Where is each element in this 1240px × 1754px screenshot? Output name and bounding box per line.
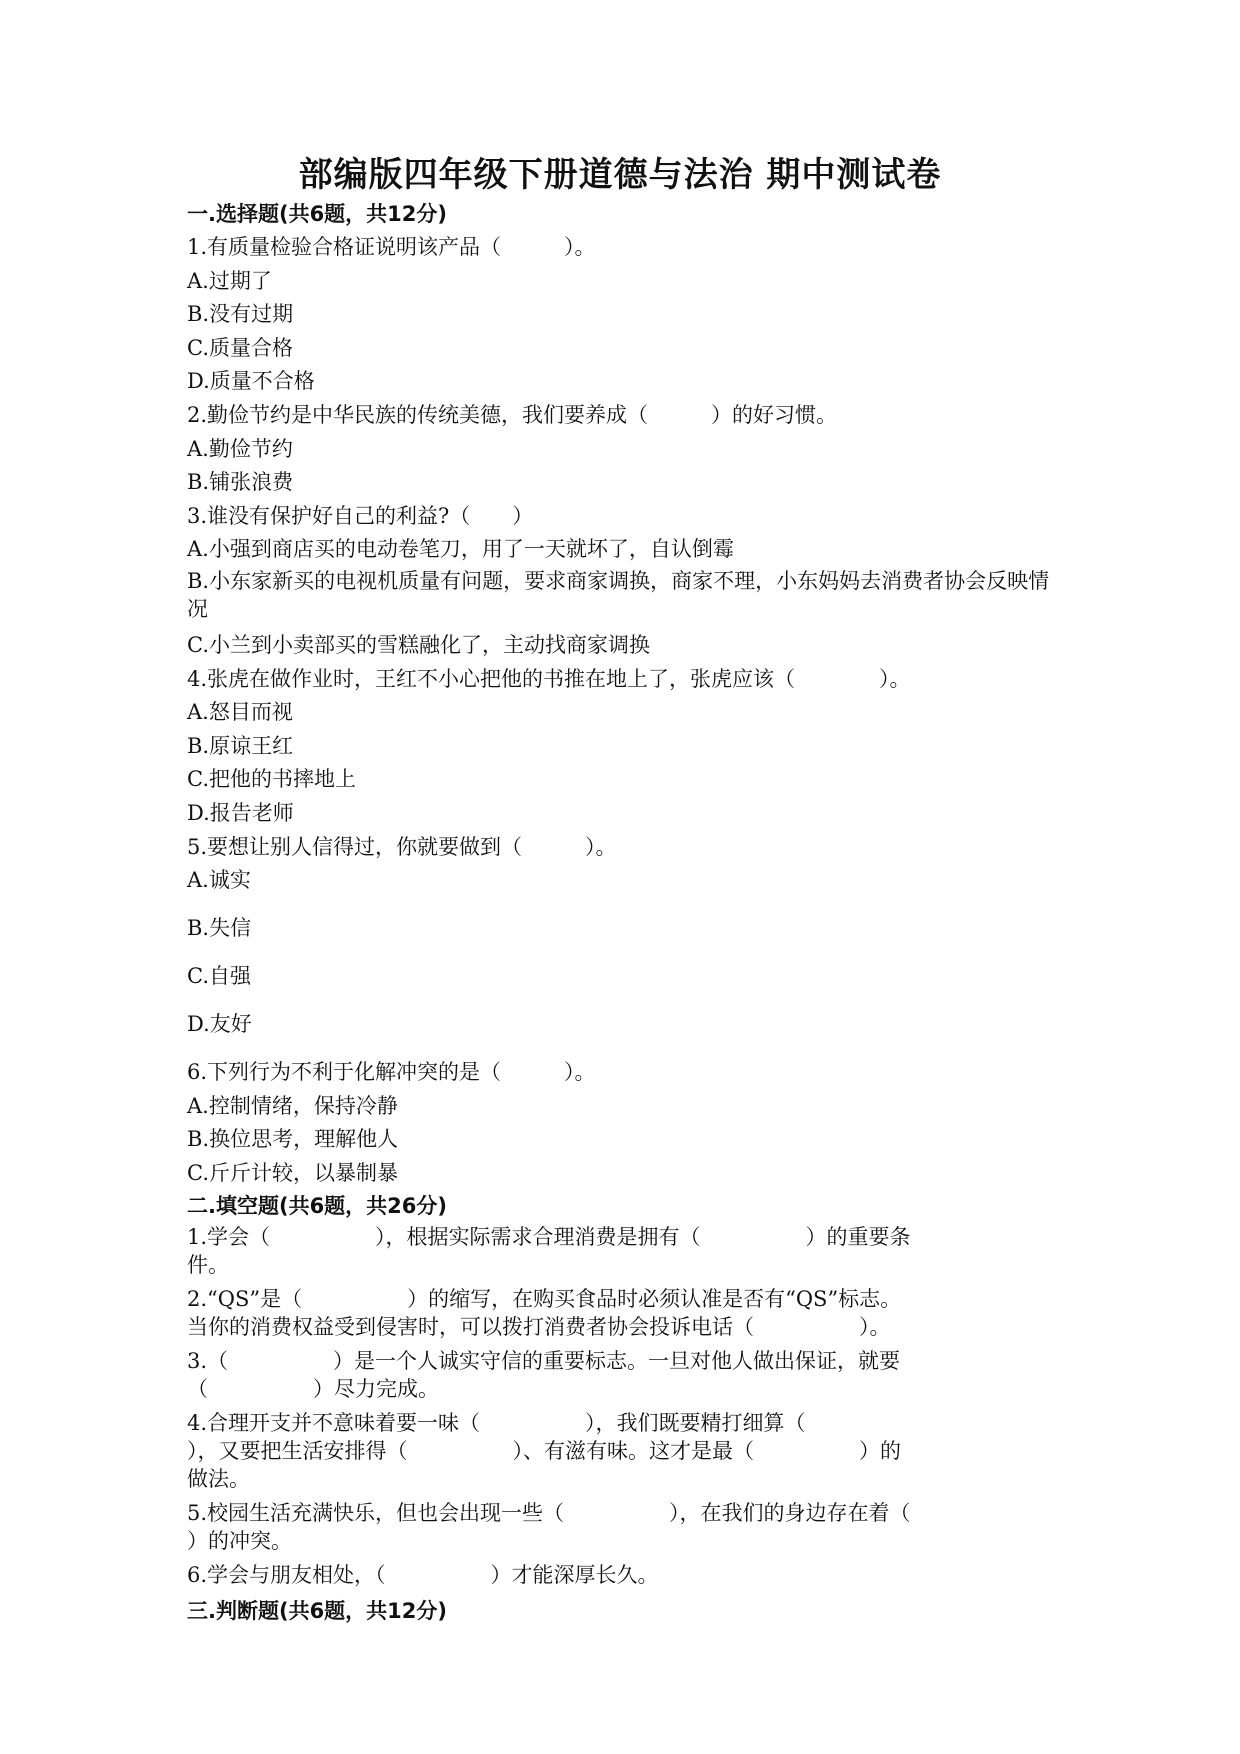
option-d: D.友好 [187,1012,252,1037]
fill-line: 做法。 [187,1467,250,1492]
fill-line: 当你的消费权益受到侵害时，可以拨打消费者协会投诉电话（ ）。 [187,1315,891,1340]
question-stem: 2.勤俭节约是中华民族的传统美德，我们要养成（ ）的好习惯。 [187,402,838,427]
fill-line: 件。 [187,1253,229,1278]
question-stem: 5.要想让别人信得过，你就要做到（ ）。 [187,834,617,859]
option-b: B.没有过期 [187,302,294,327]
fill-question-5 [187,1499,1057,1555]
fill-line: 4.合理开支并不意味着要一味（ ），我们既要精打细算（ [187,1411,806,1436]
option-b: B.铺张浪费 [187,470,294,495]
fill-line: ），又要把生活安排得（ ）、有滋有味。这才是最（ ）的 [187,1439,901,1464]
fill-line: 3.（ ）是一个人诚实守信的重要标志。一旦对他人做出保证，就要 [187,1349,901,1374]
fill-line: ）的冲突。 [187,1529,292,1554]
question-stem: 4.张虎在做作业时，王红不小心把他的书推在地上了，张虎应该（ ）。 [187,666,911,691]
option-b: B.失信 [187,916,252,941]
question-1 [187,231,1057,399]
section-heading-fill: 二.填空题(共6题，共26分) [187,1194,448,1219]
question-5 [187,831,1057,1057]
option-d: D.质量不合格 [187,369,315,394]
question-6 [187,1056,1057,1190]
fill-line: （ ）尽力完成。 [187,1377,439,1402]
section-heading-judge: 三.判断题(共6题，共12分) [187,1599,448,1624]
option-c: C.自强 [187,964,251,989]
fill-question-1 [187,1223,1057,1279]
option-c: C.把他的书摔地上 [187,767,356,792]
option-d: D.报告老师 [187,800,294,825]
option-a: A.勤俭节约 [187,436,293,461]
question-3 [187,500,1057,663]
page-title: 部编版四年级下册道德与法治 期中测试卷 [298,155,942,195]
fill-line: 2.“QS”是（ ）的缩写，在购买食品时必须认准是否有“QS”标志。 [187,1287,902,1312]
option-c: C.质量合格 [187,335,293,360]
question-stem: 6.下列行为不利于化解冲突的是（ ）。 [187,1060,596,1085]
option-a: A.控制情绪，保持冷静 [187,1093,398,1118]
question-2 [187,399,1057,500]
option-a: A.小强到商店买的电动卷笔刀，用了一天就坏了，自认倒霉 [187,537,734,562]
option-c: C.小兰到小卖部买的雪糕融化了，主动找商家调换 [187,632,650,657]
option-a: A.诚实 [187,868,251,893]
fill-line: 5.校园生活充满快乐，但也会出现一些（ ），在我们的身边存在着（ [187,1501,911,1526]
section-heading-choice: 一.选择题(共6题，共12分) [187,202,448,226]
fill-question-2 [187,1285,1057,1341]
exam-content [187,198,1057,1628]
fill-question-4 [187,1409,1057,1493]
fill-question-6 [187,1561,1057,1589]
option-b: B.小东家新买的电视机质量有问题，要求商家调换，商家不理，小东妈妈去消费者协会反映情况 [187,568,1050,621]
option-c: C.斤斤计较，以暴制暴 [187,1160,398,1185]
option-b: B.换位思考，理解他人 [187,1127,399,1152]
option-b: B.原谅王红 [187,733,294,758]
question-stem: 3.谁没有保护好自己的利益?（ ） [187,503,534,528]
option-a: A.怒目而视 [187,700,293,725]
option-a: A.过期了 [187,268,272,293]
question-4 [187,663,1057,831]
fill-line: 1.学会（ ），根据实际需求合理消费是拥有（ ）的重要条 [187,1225,911,1250]
question-stem: 1.有质量检验合格证说明该产品（ ）。 [187,235,596,259]
fill-line: 6.学会与朋友相处，（ ）才能深厚长久。 [187,1563,659,1588]
fill-question-3 [187,1347,1057,1403]
